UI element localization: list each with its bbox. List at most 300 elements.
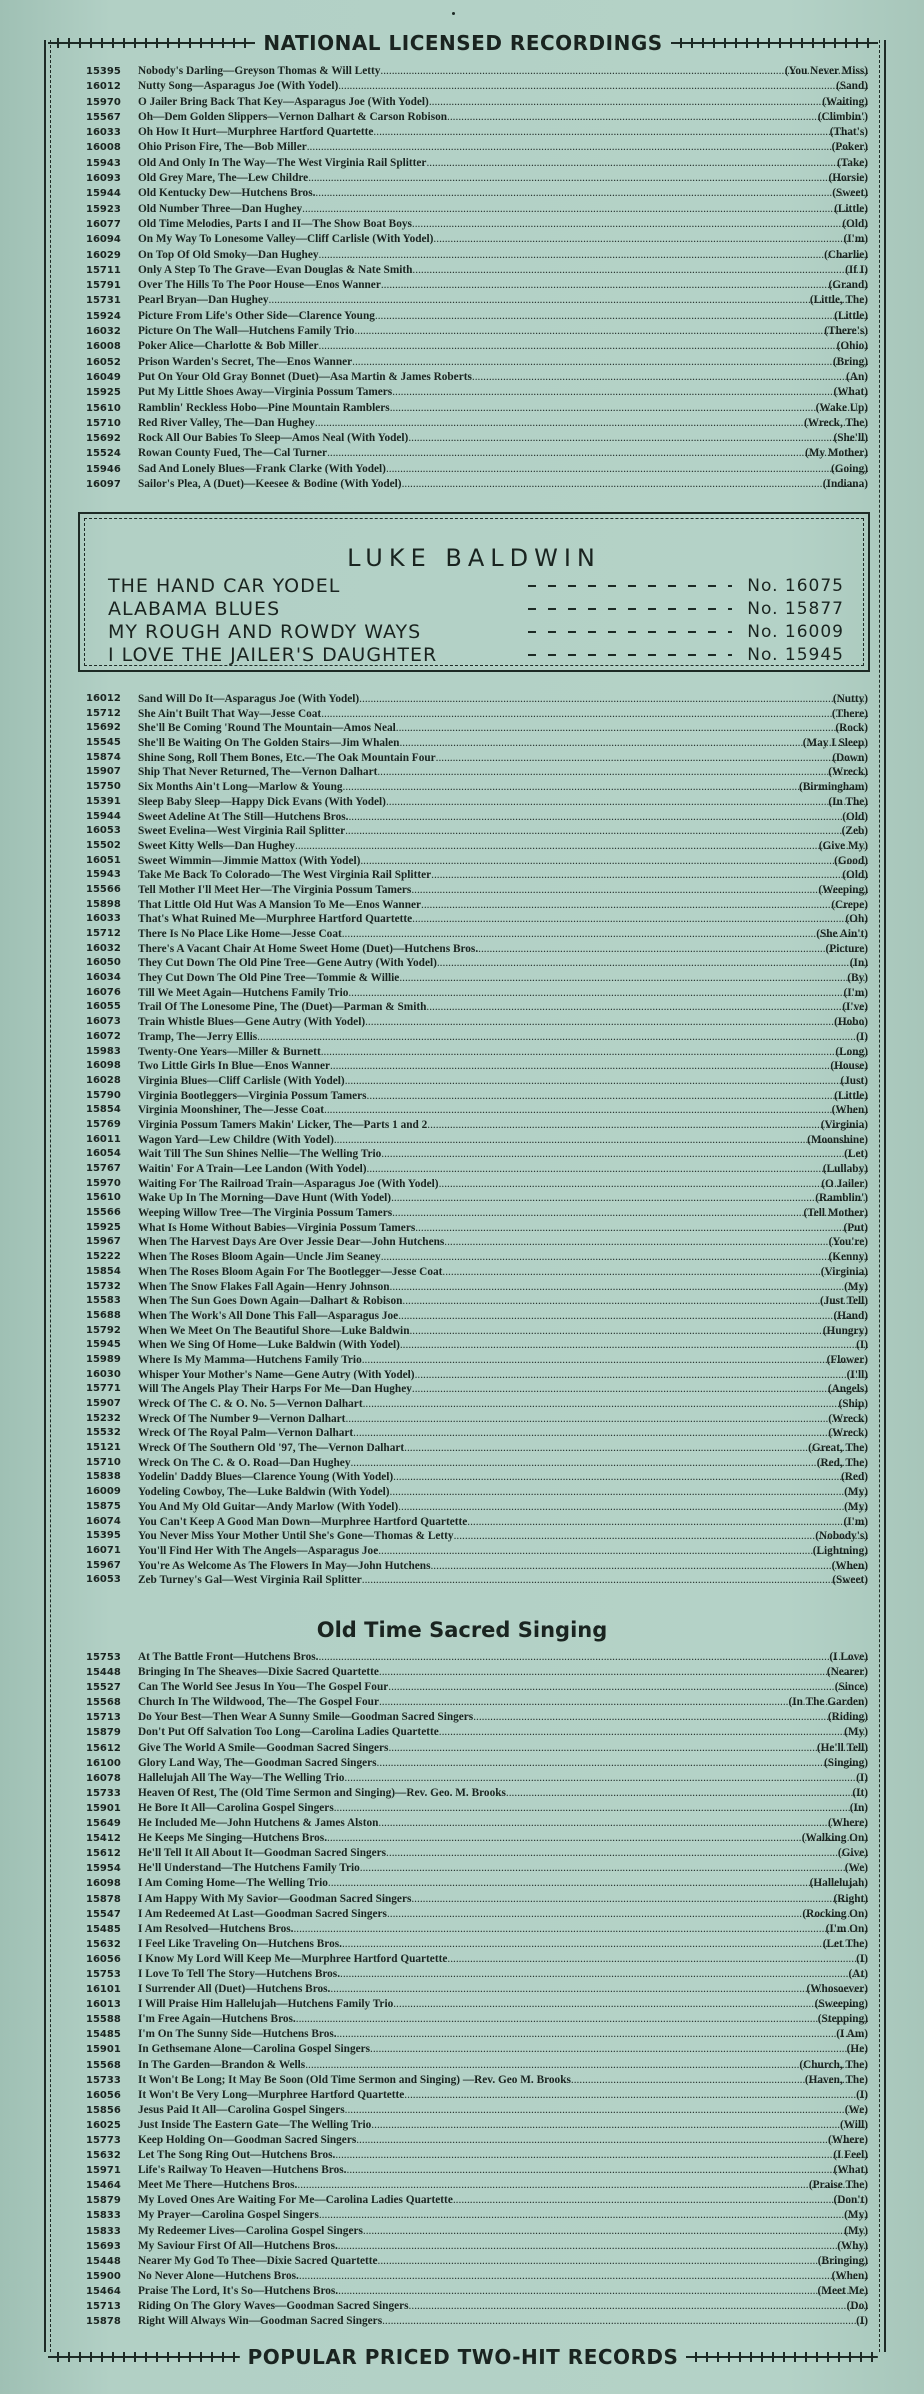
record-title: Meet Me There—Hutchens Bros. .....	[138, 2178, 868, 2193]
flip-side-index: (Sweeping)	[814, 1998, 868, 2011]
record-title: Wait Till The Sun Shines Nellie—The Welling Trio .....	[138, 1147, 868, 1162]
record-number: 15878	[86, 1893, 121, 1905]
record-number: 15222	[86, 1251, 121, 1263]
record-row	[54, 2284, 872, 2299]
record-title: Waitin' For A Train—Lee Landon (With Yodel) .....	[138, 1162, 868, 1177]
record-title: She'll Be Coming 'Round The Mountain—Amos Neal .....	[138, 721, 868, 736]
flip-side-index: (My)	[844, 2224, 868, 2237]
flip-side-index: (Crepe)	[831, 898, 868, 911]
record-title: When The Sun Goes Down Again—Dalhart & Robison .....	[138, 1294, 868, 1309]
record-number: 15711	[86, 264, 121, 276]
flip-side-index: (Haven, The)	[804, 2073, 868, 2086]
top-banner	[40, 28, 886, 58]
record-number: 15753	[86, 1652, 121, 1663]
record-title: Sweet Wimmin—Jimmie Mattox (With Yodel) .....	[138, 854, 868, 869]
record-title: He Included Me—John Hutchens & James Alston .....	[138, 1816, 868, 1831]
record-row	[54, 810, 872, 825]
record-number: 16050	[86, 957, 121, 969]
record-row	[54, 232, 872, 247]
record-row	[54, 1250, 872, 1265]
record-row	[54, 477, 872, 492]
flip-side-index: (Indiana)	[822, 478, 868, 491]
flip-side-index: (Bring)	[832, 355, 868, 368]
record-number: 16052	[86, 356, 121, 368]
record-title: What Is Home Without Babies—Virginia Possum Tamers .....	[138, 1221, 868, 1236]
record-title: Wagon Yard—Lew Childre (With Yodel) .....	[138, 1133, 868, 1148]
record-row	[54, 263, 872, 278]
record-title: Sailor's Plea, A (Duet)—Keesee & Bodine (With Yodel) .....	[138, 477, 868, 492]
record-title: Ohio Prison Fire, The—Bob Miller .....	[138, 140, 868, 155]
record-number: 15878	[86, 2316, 121, 2328]
flip-side-index: (Walking On)	[801, 1832, 868, 1845]
record-number: 16073	[86, 1016, 121, 1028]
record-row	[54, 416, 872, 431]
flip-side-index: (Will)	[839, 2118, 868, 2131]
record-row	[54, 2133, 872, 2148]
record-title: Wreck Of The Southern Old '97, The—Vernon Dalhart .....	[138, 1441, 868, 1456]
record-row	[54, 2073, 872, 2088]
record-row	[54, 736, 872, 751]
record-number: 15790	[86, 1089, 121, 1101]
record-row	[54, 462, 872, 477]
record-row	[54, 217, 872, 232]
record-row	[54, 110, 872, 125]
record-title: Old Number Three—Dan Hughey .....	[138, 202, 868, 217]
record-row	[54, 1015, 872, 1030]
record-title: That's What Ruined Me—Murphree Hartford Quartette .....	[138, 912, 868, 927]
record-number: 15967	[86, 1236, 121, 1248]
flip-side-index: (Why)	[837, 2239, 868, 2252]
record-number: 15121	[86, 1442, 121, 1454]
record-row	[54, 1162, 872, 1177]
record-title: I Love To Tell The Story—Hutchens Bros. .....	[138, 1967, 868, 1982]
flip-side-index: (Going)	[830, 462, 868, 475]
record-row	[54, 1846, 872, 1861]
record-row	[54, 1725, 872, 1740]
flip-side-index: (She'll)	[833, 432, 868, 445]
record-title: Wreck Of The C. & O. No. 5—Vernon Dalhart .....	[138, 1397, 868, 1412]
record-row	[54, 1147, 872, 1162]
flip-side-index: (Nutty)	[832, 693, 868, 705]
record-title: When The Harvest Days Are Over Jessie Dear—John Hutchens .....	[138, 1235, 868, 1250]
flip-side-index: (Flower)	[826, 1353, 868, 1366]
record-row	[54, 1876, 872, 1891]
flip-side-index: (Singing)	[824, 1756, 868, 1769]
featured-song-number: No. 16075	[747, 576, 844, 596]
record-row	[54, 339, 872, 354]
record-row	[54, 1680, 872, 1695]
record-title: Tell Mother I'll Meet Her—The Virginia Possum Tamers .....	[138, 883, 868, 898]
flip-side-index: (Where)	[828, 1817, 868, 1830]
record-row	[54, 1397, 872, 1412]
record-number: 16076	[86, 986, 121, 998]
flip-side-index: (I'm On)	[825, 1922, 868, 1935]
record-number: 15612	[86, 1848, 121, 1860]
record-number: 15395	[86, 66, 121, 77]
flip-side-index: (Let)	[844, 1148, 868, 1161]
flip-side-index: (Just)	[840, 1074, 868, 1087]
flip-side-index: (Wreck)	[828, 766, 868, 779]
record-number: 16053	[86, 825, 121, 837]
artist-heading: LUKE BALDWIN	[347, 544, 601, 572]
record-number: 15464	[86, 2180, 121, 2192]
record-row	[54, 1309, 872, 1324]
record-number: 16051	[86, 854, 121, 866]
flip-side-index: (Wreck, The)	[803, 416, 868, 429]
record-row	[54, 1515, 872, 1530]
featured-song-row	[108, 574, 844, 598]
flip-side-index: (In)	[849, 1801, 868, 1814]
record-number: 15566	[86, 883, 121, 895]
record-title: Yodeling Cowboy, The—Luke Baldwin (With Yodel) .....	[138, 1485, 868, 1500]
record-number: 15588	[86, 2014, 121, 2026]
record-title: Only A Step To The Grave—Evan Douglas & Nate Smith .....	[138, 263, 868, 278]
record-row	[54, 854, 872, 869]
record-row	[54, 1280, 872, 1295]
record-title: Take Me Back To Colorado—The West Virginia Rail Splitter .....	[138, 868, 868, 883]
record-title: Glory Land Way, The—Goodman Sacred Singers .....	[138, 1756, 868, 1771]
record-row	[54, 202, 872, 217]
record-title: Praise The Lord, It's So—Hutchens Bros. .....	[138, 2284, 868, 2299]
record-title: I Am Happy With My Savior—Goodman Sacred Singers .....	[138, 1892, 868, 1907]
flip-side-index: (I)	[856, 1952, 868, 1965]
record-title: My Prayer—Carolina Gospel Singers .....	[138, 2208, 868, 2223]
record-number: 15838	[86, 1471, 121, 1483]
flip-side-index: (Ship)	[838, 1398, 868, 1410]
record-title: Put On Your Old Gray Bonnet (Duet)—Asa Martin & James Roberts .....	[138, 370, 868, 385]
flip-side-index: (Rocking On)	[802, 1907, 868, 1920]
record-title: Prison Warden's Secret, The—Enos Wanner .....	[138, 355, 868, 370]
record-number: 15874	[86, 751, 121, 763]
record-title: Picture On The Wall—Hutchens Family Trio .....	[138, 324, 868, 339]
record-title: I'm On The Sunny Side—Hutchens Bros. .....	[138, 2027, 868, 2042]
record-row	[54, 1997, 872, 2012]
record-title: Don't Put Off Salvation Too Long—Carolina Ladies Quartette .....	[138, 1725, 868, 1740]
flip-side-index: (Little)	[834, 1089, 868, 1102]
record-number: 15610	[86, 402, 121, 414]
record-row	[54, 1368, 872, 1383]
record-number: 15773	[86, 2135, 121, 2146]
record-row	[54, 2269, 872, 2284]
record-row	[54, 2088, 872, 2103]
record-title: I Feel Like Traveling On—Hutchens Bros. .....	[138, 1937, 868, 1952]
flip-side-index: (Great, The)	[808, 1442, 868, 1455]
flip-side-index: (I)	[856, 1339, 868, 1352]
flip-side-index: (Virginia)	[820, 1118, 868, 1131]
record-title: Oh—Dem Golden Slippers—Vernon Dalhart & Carson Robison .....	[138, 110, 868, 125]
record-title: In The Garden—Brandon & Wells .....	[138, 2058, 868, 2073]
record-number: 15983	[86, 1045, 121, 1057]
featured-song-number: No. 16009	[747, 622, 844, 642]
record-title: Riding On The Glory Waves—Goodman Sacred Singers .....	[138, 2299, 868, 2314]
flip-side-index: (There's)	[824, 325, 868, 338]
record-row	[54, 2042, 872, 2057]
flip-side-index: (Poker)	[831, 141, 868, 154]
record-number: 15946	[86, 463, 121, 475]
record-number: 15610	[86, 1192, 121, 1204]
record-title: Ship That Never Returned, The—Vernon Dalhart .....	[138, 765, 868, 780]
record-number: 15710	[86, 417, 121, 429]
flip-side-index: (Do)	[846, 2300, 868, 2313]
record-title: Shine Song, Roll Them Bones, Etc.—The Oak Mountain Four .....	[138, 751, 868, 766]
record-title: Jesus Paid It All—Carolina Gospel Singers .....	[138, 2103, 868, 2118]
record-title: Virginia Blues—Cliff Carlisle (With Yodel) .....	[138, 1074, 868, 1089]
record-row	[54, 942, 872, 957]
record-row	[54, 1982, 872, 1997]
record-title: Twenty-One Years—Miller & Burnett .....	[138, 1045, 868, 1060]
flip-side-index: (An)	[846, 370, 868, 383]
record-row	[54, 1861, 872, 1876]
record-row	[54, 839, 872, 854]
record-row	[54, 1831, 872, 1846]
flip-side-index: (Stepping)	[817, 2013, 868, 2026]
flip-side-index: (Lightning)	[812, 1544, 868, 1557]
record-number: 16100	[86, 1757, 121, 1769]
record-number: 16101	[86, 1984, 121, 1996]
flip-side-index: (It)	[852, 1786, 868, 1799]
record-row	[54, 780, 872, 795]
record-row	[54, 2314, 872, 2329]
record-number: 15391	[86, 795, 121, 807]
luke-baldwin-feature-box	[78, 512, 870, 672]
record-row	[54, 2058, 872, 2073]
record-row	[54, 2118, 872, 2133]
record-number: 16078	[86, 1772, 121, 1784]
flip-side-index: (Long)	[835, 1045, 868, 1058]
record-row	[54, 1338, 872, 1353]
record-number: 16054	[86, 1148, 121, 1160]
record-row	[54, 2178, 872, 2193]
flip-side-index: (Grand)	[828, 279, 868, 292]
record-number: 16093	[86, 173, 121, 185]
record-row	[54, 401, 872, 416]
record-number: 16053	[86, 1574, 121, 1586]
flip-side-index: (I'm)	[843, 986, 868, 999]
bottom-banner-text: POPULAR PRICED TWO-HIT RECORDS	[247, 2345, 679, 2369]
flip-side-index: (I'm)	[843, 233, 868, 246]
record-title: Weeping Willow Tree—The Virginia Possum Tamers .....	[138, 1206, 868, 1221]
record-row	[54, 293, 872, 308]
flip-side-index: (Whosoever)	[806, 1983, 868, 1996]
flip-side-index: (She Ain't)	[816, 928, 868, 940]
flip-side-index: (My)	[844, 1726, 868, 1739]
flip-side-index: (In The Garden)	[788, 1696, 868, 1709]
flip-side-index: (I)	[856, 2088, 868, 2101]
record-title: They Cut Down The Old Pine Tree—Tommie & Willie .....	[138, 971, 868, 986]
record-row	[54, 868, 872, 883]
record-title: Tramp, The—Jerry Ellis .....	[138, 1030, 868, 1045]
flip-side-index: (You Never Miss)	[784, 65, 868, 77]
record-title: I'm Free Again—Hutchens Bros. .....	[138, 2012, 868, 2027]
record-row	[54, 2012, 872, 2027]
record-number: 15731	[86, 295, 121, 307]
record-row	[54, 248, 872, 263]
record-number: 15924	[86, 310, 121, 322]
record-number: 15568	[86, 2059, 121, 2071]
flip-side-index: (Put)	[843, 1221, 868, 1234]
record-row	[54, 1544, 872, 1559]
record-number: 15792	[86, 1324, 121, 1336]
record-title: Wreck Of The Number 9—Vernon Dalhart .....	[138, 1412, 868, 1427]
flip-side-index: (Good)	[834, 854, 868, 867]
flip-side-index: (Just Tell)	[819, 1295, 868, 1308]
record-title: Red River Valley, The—Dan Hughey .....	[138, 416, 868, 431]
record-row	[54, 1177, 872, 1192]
record-row	[54, 1353, 872, 1368]
record-title: In Gethsemane Alone—Carolina Gospel Singers .....	[138, 2042, 868, 2057]
record-row	[54, 2254, 872, 2269]
record-title: She'll Be Waiting On The Golden Stairs—Jim Whalen .....	[138, 736, 868, 751]
record-number: 15944	[86, 810, 121, 822]
dot-mark	[452, 12, 455, 15]
flip-side-index: (Zeb)	[841, 825, 868, 838]
record-title: At The Battle Front—Hutchens Bros. .....	[138, 1650, 868, 1665]
record-row	[54, 1907, 872, 1922]
record-title: He Bore It All—Carolina Gospel Singers .....	[138, 1801, 868, 1816]
record-title: Zeb Turney's Gal—West Virginia Rail Splitter .....	[138, 1573, 868, 1588]
flip-side-index: (Nearer)	[826, 1666, 868, 1679]
record-title: I Am Resolved—Hutchens Bros. .....	[138, 1922, 868, 1937]
record-title: Poker Alice—Charlotte & Bob Miller .....	[138, 339, 868, 354]
record-row	[54, 1059, 872, 1074]
record-number: 15485	[86, 1923, 121, 1935]
record-row	[54, 1952, 872, 1967]
record-number: 15632	[86, 1938, 121, 1950]
record-number: 15692	[86, 433, 121, 445]
flip-side-index: (Riding)	[827, 1711, 868, 1724]
record-number: 15875	[86, 1500, 121, 1512]
record-title: That Little Old Hut Was A Mansion To Me—Enos Wanner .....	[138, 898, 868, 913]
record-row	[54, 1573, 872, 1588]
record-row	[54, 2239, 872, 2254]
record-number: 15856	[86, 2104, 121, 2116]
record-number: 15970	[86, 1177, 121, 1189]
record-title: You And My Old Guitar—Andy Marlow (With Yodel) .....	[138, 1500, 868, 1515]
record-title: Waiting For The Railroad Train—Asparagus Joe (With Yodel) .....	[138, 1177, 868, 1192]
record-title: Picture From Life's Other Side—Clarence Young .....	[138, 309, 868, 324]
record-title: Nearer My God To Thee—Dixie Sacred Quartette .....	[138, 2254, 868, 2269]
flip-side-index: (Climbin')	[817, 110, 868, 123]
record-title: Train Whistle Blues—Gene Autry (With Yodel) .....	[138, 1015, 868, 1030]
banner-rail-left	[48, 38, 255, 48]
record-number: 15692	[86, 722, 121, 734]
record-number: 15791	[86, 280, 121, 292]
record-list-section-1	[54, 64, 872, 492]
record-number: 16098	[86, 1878, 121, 1890]
record-number: 15771	[86, 1383, 121, 1395]
featured-song-row	[108, 643, 844, 667]
record-number: 15448	[86, 1667, 121, 1679]
record-title: Church In The Wildwood, The—The Gospel Four .....	[138, 1695, 868, 1710]
record-row	[54, 1265, 872, 1280]
record-title: You Can't Keep A Good Man Down—Murphree Hartford Quartette .....	[138, 1515, 868, 1530]
record-number: 15901	[86, 1802, 121, 1814]
record-title: I Know My Lord Will Keep Me—Murphree Hartford Quartette .....	[138, 1952, 868, 1967]
flip-side-index: (Wake Up)	[815, 401, 868, 414]
record-title: Bringing In The Sheaves—Dixie Sacred Quartette .....	[138, 1665, 868, 1680]
record-title: Virginia Moonshiner, The—Jesse Coat .....	[138, 1103, 868, 1118]
record-title: I Will Praise Him Hallelujah—Hutchens Family Trio .....	[138, 1997, 868, 2012]
record-title: On Top Of Old Smoky—Dan Hughey .....	[138, 248, 868, 263]
record-row	[54, 1412, 872, 1427]
flip-side-index: (Waiting)	[822, 95, 868, 108]
record-title: Just Inside The Eastern Gate—The Welling Trio .....	[138, 2118, 868, 2133]
flip-side-index: (You're)	[828, 1236, 868, 1249]
record-title: On My Way To Lonesome Valley—Cliff Carlisle (With Yodel) .....	[138, 232, 868, 247]
record-row	[54, 883, 872, 898]
record-title: Nutty Song—Asparagus Joe (With Yodel) .....	[138, 79, 868, 94]
record-title: My Loved Ones Are Waiting For Me—Carolina Ladies Quartette .....	[138, 2193, 868, 2208]
record-number: 16098	[86, 1060, 121, 1072]
flip-side-index: (Sweet)	[832, 1574, 868, 1587]
record-number: 15395	[86, 1530, 121, 1542]
record-number: 16056	[86, 2089, 121, 2101]
flip-side-index: (He'll Tell)	[816, 1741, 868, 1754]
flip-side-index: (Sweet)	[832, 187, 868, 200]
record-title: You're As Welcome As The Flowers In May—John Hutchens .....	[138, 1559, 868, 1574]
record-row	[54, 986, 872, 1001]
record-row	[54, 64, 872, 79]
record-number: 16077	[86, 218, 121, 230]
record-title: Old Grey Mare, The—Lew Childre .....	[138, 171, 868, 186]
record-row	[54, 1133, 872, 1148]
record-number: 15767	[86, 1163, 121, 1174]
flip-side-index: (My)	[844, 1500, 868, 1513]
record-number: 15710	[86, 1456, 121, 1468]
record-number: 15232	[86, 1412, 121, 1424]
record-title: Till We Meet Again—Hutchens Family Trio .....	[138, 986, 868, 1001]
record-row	[54, 125, 872, 140]
featured-song-number: No. 15945	[747, 645, 844, 665]
record-title: Will The Angels Play Their Harps For Me—Dan Hughey .....	[138, 1382, 868, 1397]
flip-side-index: (I'll)	[846, 1368, 868, 1381]
featured-song-title: ALABAMA BLUES	[108, 598, 281, 620]
record-title: You Never Miss Your Mother Until She's Gone—Thomas & Letty .....	[138, 1529, 868, 1544]
record-title: He Keeps Me Singing—Hutchens Bros. .....	[138, 1831, 868, 1846]
flip-side-index: (Moonshine)	[807, 1133, 868, 1146]
flip-side-index: (Virginia)	[820, 1265, 868, 1278]
flip-side-index: (We)	[844, 1862, 868, 1875]
record-row	[54, 1529, 872, 1544]
flip-side-index: (There)	[831, 707, 868, 720]
flip-side-index: (Kenny)	[828, 1251, 868, 1264]
flip-side-index: (Take)	[837, 156, 868, 169]
record-row	[54, 324, 872, 339]
featured-song-row	[108, 620, 844, 644]
record-title: Rowan County Fued, The—Cal Turner .....	[138, 446, 868, 461]
flip-side-index: (In The)	[828, 795, 868, 808]
record-title: Ramblin' Reckless Hobo—Pine Mountain Ramblers .....	[138, 401, 868, 416]
record-number: 16029	[86, 249, 121, 261]
flip-side-index: (I)	[856, 1771, 868, 1784]
record-row	[54, 1294, 872, 1309]
record-row	[54, 1485, 872, 1500]
record-title: It Won't Be Very Long—Murphree Hartford Quartette .....	[138, 2088, 868, 2103]
record-title: Old Kentucky Dew—Hutchens Bros. .....	[138, 186, 868, 201]
record-number: 15566	[86, 1207, 121, 1219]
flip-side-index: (What)	[833, 386, 868, 399]
record-title: Keep Holding On—Goodman Sacred Singers .....	[138, 2133, 868, 2148]
record-number: 15712	[86, 707, 121, 719]
record-number: 15879	[86, 2195, 121, 2207]
record-title: Wreck On The C. & O. Road—Dan Hughey .....	[138, 1456, 868, 1471]
record-number: 15712	[86, 928, 121, 939]
flip-side-index: (By)	[847, 972, 868, 985]
flip-side-index: (We)	[844, 2103, 868, 2116]
record-number: 15524	[86, 448, 121, 460]
record-title: He'll Tell It All About It—Goodman Sacred Singers .....	[138, 1846, 868, 1861]
record-title: Sweet Adeline At The Still—Hutchens Bros. .....	[138, 810, 868, 825]
